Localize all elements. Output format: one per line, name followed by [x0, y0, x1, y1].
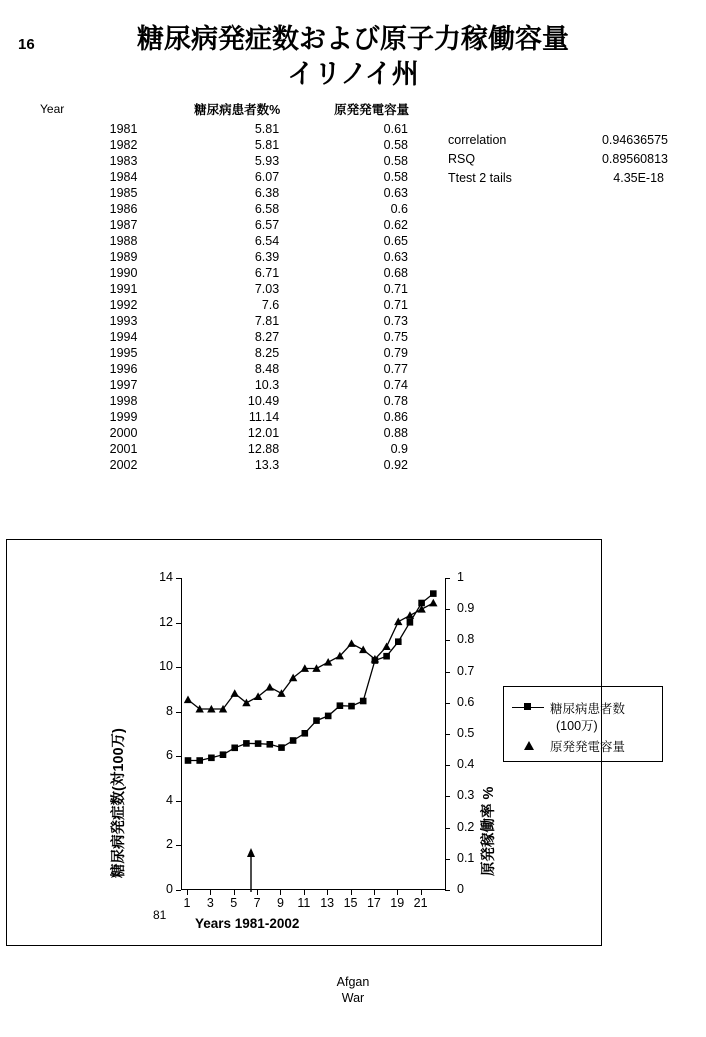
y-tick-left: 12	[159, 614, 173, 629]
cell-year: 1981	[109, 122, 138, 136]
x-tick-mark	[304, 890, 305, 895]
cell-year: 1984	[109, 170, 138, 184]
table-row	[38, 361, 438, 377]
cell-nuclear: 0.65	[383, 234, 408, 248]
series-marker-triangle	[347, 639, 355, 647]
x-axis-label: Years 1981-2002	[195, 916, 300, 931]
plot-area	[181, 578, 445, 890]
y-axis-left-label: 糖尿病発症数(対100万)	[111, 728, 127, 878]
series-marker-triangle	[266, 683, 274, 691]
cell-nuclear: 0.62	[383, 218, 408, 232]
cell-nuclear: 0.58	[383, 154, 408, 168]
y-tick-left: 2	[166, 837, 173, 852]
y-tick-mark-left	[176, 712, 181, 713]
y-axis-right-label: 原発稼働率 %	[481, 786, 497, 876]
title-line-2: イリノイ州	[287, 58, 419, 89]
table-row	[38, 233, 438, 249]
cell-nuclear: 0.58	[383, 170, 408, 184]
cell-diabetes: 6.39	[254, 250, 280, 264]
table-row	[38, 169, 438, 185]
series-marker-square	[348, 703, 355, 710]
x-tick-mark	[374, 890, 375, 895]
y-tick-right: 0.9	[457, 601, 475, 616]
cell-nuclear: 0.71	[383, 298, 408, 312]
x-tick-mark	[280, 890, 281, 895]
series-marker-triangle	[429, 599, 437, 607]
cell-year: 1991	[109, 282, 138, 296]
cell-diabetes: 7.6	[261, 298, 280, 312]
chart-page-marker: 81	[153, 908, 167, 922]
stat-value-rsq: 0.89560813	[601, 152, 668, 166]
stat-label-ttest: Ttest 2 tails	[448, 171, 512, 185]
cell-diabetes: 7.81	[254, 314, 280, 328]
chart-frame	[6, 539, 626, 946]
x-tick-mark	[351, 890, 352, 895]
y-tick-left: 0	[166, 882, 173, 896]
cell-year: 1987	[109, 218, 138, 232]
stat-label-correlation: correlation	[448, 133, 507, 147]
table-row	[38, 313, 438, 329]
y-tick-mark-right	[445, 672, 450, 673]
cell-nuclear: 0.74	[383, 378, 408, 392]
cell-diabetes: 6.58	[254, 202, 280, 216]
cell-diabetes: 10.3	[254, 378, 280, 392]
cell-year: 1983	[109, 154, 138, 168]
series-marker-triangle	[406, 611, 414, 619]
x-tick: 1	[183, 896, 191, 910]
y-tick-mark-left	[176, 890, 181, 891]
footnote-line-1: Afgan	[336, 975, 370, 989]
cell-nuclear: 0.58	[383, 138, 408, 152]
cell-nuclear: 0.63	[383, 186, 408, 200]
x-tick-mark	[234, 890, 235, 895]
stat-value-correlation: 0.94636575	[601, 133, 668, 147]
y-tick-right: 0.6	[457, 694, 475, 709]
cell-diabetes: 7.03	[254, 282, 280, 296]
x-tick-mark	[257, 890, 258, 895]
cell-year: 1982	[109, 138, 138, 152]
cell-diabetes: 12.88	[247, 442, 280, 456]
series-svg	[182, 578, 446, 890]
stat-row-rsq	[448, 152, 668, 171]
table-row	[38, 201, 438, 217]
series-marker-square	[360, 698, 367, 705]
title-line-1: 糖尿病発症数および原子力稼働容量	[137, 24, 569, 54]
cell-nuclear: 0.77	[383, 362, 408, 376]
y-tick-right: 0.7	[457, 663, 475, 678]
table-row	[38, 265, 438, 281]
cell-diabetes: 12.01	[247, 426, 280, 440]
legend-square-marker-icon	[524, 703, 531, 710]
series-marker-square	[302, 730, 309, 737]
y-tick-right: 0	[457, 882, 464, 896]
y-tick-right: 0.2	[457, 819, 475, 834]
y-tick-right: 0.8	[457, 632, 475, 647]
cell-diabetes: 6.07	[254, 170, 280, 184]
cell-year: 1999	[109, 410, 138, 424]
y-tick-mark-right	[445, 828, 450, 829]
cell-nuclear: 0.68	[383, 266, 408, 280]
y-tick-mark-right	[445, 796, 450, 797]
series-marker-square	[325, 713, 332, 720]
cell-year: 1998	[109, 394, 138, 408]
series-marker-square	[267, 741, 274, 748]
x-tick: 21	[413, 896, 428, 910]
series-line-0	[188, 594, 433, 761]
legend-label-diabetes-unit: (100万)	[556, 719, 598, 733]
cell-year: 1986	[109, 202, 138, 216]
table-row	[38, 153, 438, 169]
series-marker-square	[313, 717, 320, 724]
legend-label-nuclear: 原発発電容量	[550, 740, 626, 754]
x-tick: 11	[297, 896, 311, 910]
x-tick-mark	[397, 890, 398, 895]
series-marker-triangle	[324, 658, 332, 666]
cell-year: 2000	[109, 426, 138, 440]
cell-diabetes: 8.48	[254, 362, 280, 376]
data-table	[38, 100, 438, 473]
cell-nuclear: 0.63	[383, 250, 408, 264]
stat-row-correlation	[448, 133, 668, 152]
page-title	[0, 22, 706, 91]
cell-year: 1996	[109, 362, 138, 376]
table-header-row	[38, 100, 438, 121]
arrow-annotation-icon	[245, 848, 257, 892]
table-row	[38, 297, 438, 313]
series-marker-square	[395, 638, 402, 645]
footnote-line-2: War	[341, 990, 365, 1005]
legend-label-diabetes: 糖尿病患者数	[550, 702, 626, 716]
x-tick: 5	[230, 896, 238, 910]
y-tick-mark-right	[445, 640, 450, 641]
table-row	[38, 457, 438, 473]
series-marker-square	[231, 745, 238, 752]
series-marker-square	[290, 737, 297, 744]
cell-nuclear: 0.6	[390, 202, 408, 216]
series-marker-square	[196, 757, 203, 764]
y-tick-left: 4	[166, 792, 173, 807]
series-marker-square	[407, 619, 414, 626]
y-tick-right: 0.1	[457, 850, 475, 865]
series-marker-triangle	[359, 646, 367, 654]
y-tick-mark-right	[445, 765, 450, 766]
cell-diabetes: 6.54	[254, 234, 280, 248]
y-tick-mark-right	[445, 703, 450, 704]
y-tick-mark-left	[176, 756, 181, 757]
cell-diabetes: 6.71	[254, 266, 280, 280]
cell-nuclear: 0.75	[383, 330, 408, 344]
table-row	[38, 329, 438, 345]
cell-year: 1995	[109, 346, 138, 360]
series-marker-square	[278, 744, 285, 751]
cell-nuclear: 0.79	[383, 346, 408, 360]
cell-nuclear: 0.92	[383, 458, 408, 472]
y-tick-right: 0.5	[457, 726, 475, 740]
footnote	[0, 975, 706, 1006]
table-row	[38, 441, 438, 457]
cell-nuclear: 0.88	[383, 426, 408, 440]
y-tick-right: 1	[457, 570, 464, 584]
cell-diabetes: 5.81	[254, 122, 280, 136]
y-tick-mark-right	[445, 859, 450, 860]
y-tick-mark-left	[176, 578, 181, 579]
series-marker-triangle	[231, 689, 239, 697]
x-tick: 3	[206, 896, 214, 910]
table-row	[38, 425, 438, 441]
x-tick-mark	[327, 890, 328, 895]
x-tick: 17	[366, 896, 381, 910]
cell-year: 2002	[109, 458, 138, 472]
column-header-diabetes: 糖尿病患者数%	[194, 103, 281, 117]
y-tick-left: 8	[166, 703, 173, 718]
cell-year: 1994	[109, 330, 138, 344]
table-row	[38, 281, 438, 297]
table-row	[38, 249, 438, 265]
cell-year: 1990	[109, 266, 138, 280]
series-marker-square	[208, 755, 215, 762]
series-marker-triangle	[184, 695, 192, 703]
cell-year: 1989	[109, 250, 138, 264]
cell-year: 1985	[109, 186, 138, 200]
chart-legend	[503, 686, 663, 762]
legend-triangle-marker-icon	[524, 741, 534, 750]
table-row	[38, 393, 438, 409]
y-tick-mark-left	[176, 845, 181, 846]
cell-year: 2001	[109, 442, 138, 456]
y-tick-left: 6	[166, 748, 173, 763]
cell-year: 1988	[109, 234, 138, 248]
x-tick: 9	[276, 896, 284, 910]
x-tick-mark	[210, 890, 211, 895]
stat-row-ttest	[448, 171, 668, 190]
x-tick: 7	[253, 896, 261, 910]
series-marker-triangle	[394, 617, 402, 625]
cell-nuclear: 0.86	[383, 410, 408, 424]
cell-nuclear: 0.61	[383, 122, 408, 136]
cell-diabetes: 8.25	[254, 346, 280, 360]
stat-value-ttest: 4.35E-18	[613, 171, 664, 185]
series-marker-square	[185, 757, 192, 764]
cell-diabetes: 6.57	[254, 218, 280, 232]
cell-diabetes: 8.27	[254, 330, 280, 344]
chart-inner	[85, 548, 626, 938]
cell-diabetes: 10.49	[247, 394, 280, 408]
cell-nuclear: 0.9	[390, 442, 408, 456]
cell-diabetes: 6.38	[254, 186, 280, 200]
y-tick-left: 14	[159, 570, 173, 584]
y-tick-mark-left	[176, 801, 181, 802]
table-row	[38, 137, 438, 153]
series-marker-square	[255, 740, 262, 747]
series-marker-square	[430, 590, 437, 597]
x-tick: 15	[343, 896, 358, 910]
x-tick: 13	[320, 896, 335, 910]
y-tick-mark-right	[445, 609, 450, 610]
series-marker-square	[243, 740, 250, 747]
table-row	[38, 377, 438, 393]
slide-number: 16	[18, 36, 35, 53]
y-tick-right: 0.4	[457, 757, 475, 772]
cell-nuclear: 0.71	[383, 282, 408, 296]
table-row	[38, 121, 438, 137]
column-header-nuclear: 原発発電容量	[334, 103, 410, 117]
table-row	[38, 409, 438, 425]
cell-diabetes: 5.93	[254, 154, 280, 168]
cell-nuclear: 0.73	[383, 314, 408, 328]
cell-year: 1992	[109, 298, 138, 312]
cell-year: 1993	[109, 314, 138, 328]
cell-year: 1997	[109, 378, 138, 392]
x-tick-mark	[421, 890, 422, 895]
table-row	[38, 345, 438, 361]
series-line-1	[188, 603, 433, 709]
x-tick: 19	[390, 896, 405, 910]
y-tick-mark-right	[445, 890, 450, 891]
cell-nuclear: 0.78	[383, 394, 408, 408]
y-tick-mark-left	[176, 623, 181, 624]
y-tick-mark-right	[445, 578, 450, 579]
series-marker-square	[220, 751, 227, 758]
cell-diabetes: 11.14	[248, 410, 280, 424]
cell-diabetes: 13.3	[254, 458, 280, 472]
column-header-year: Year	[40, 102, 65, 116]
y-tick-mark-right	[445, 734, 450, 735]
table-row	[38, 217, 438, 233]
series-marker-square	[383, 653, 390, 660]
y-tick-left: 10	[159, 659, 173, 674]
cell-diabetes: 5.81	[254, 138, 280, 152]
table-row	[38, 185, 438, 201]
y-tick-mark-left	[176, 667, 181, 668]
stat-label-rsq: RSQ	[448, 152, 476, 166]
data-table-container	[38, 100, 438, 473]
x-tick-mark	[187, 890, 188, 895]
statistics-block	[448, 133, 668, 190]
y-tick-right: 0.3	[457, 788, 475, 803]
series-marker-square	[337, 702, 344, 709]
series-marker-triangle	[382, 642, 390, 650]
